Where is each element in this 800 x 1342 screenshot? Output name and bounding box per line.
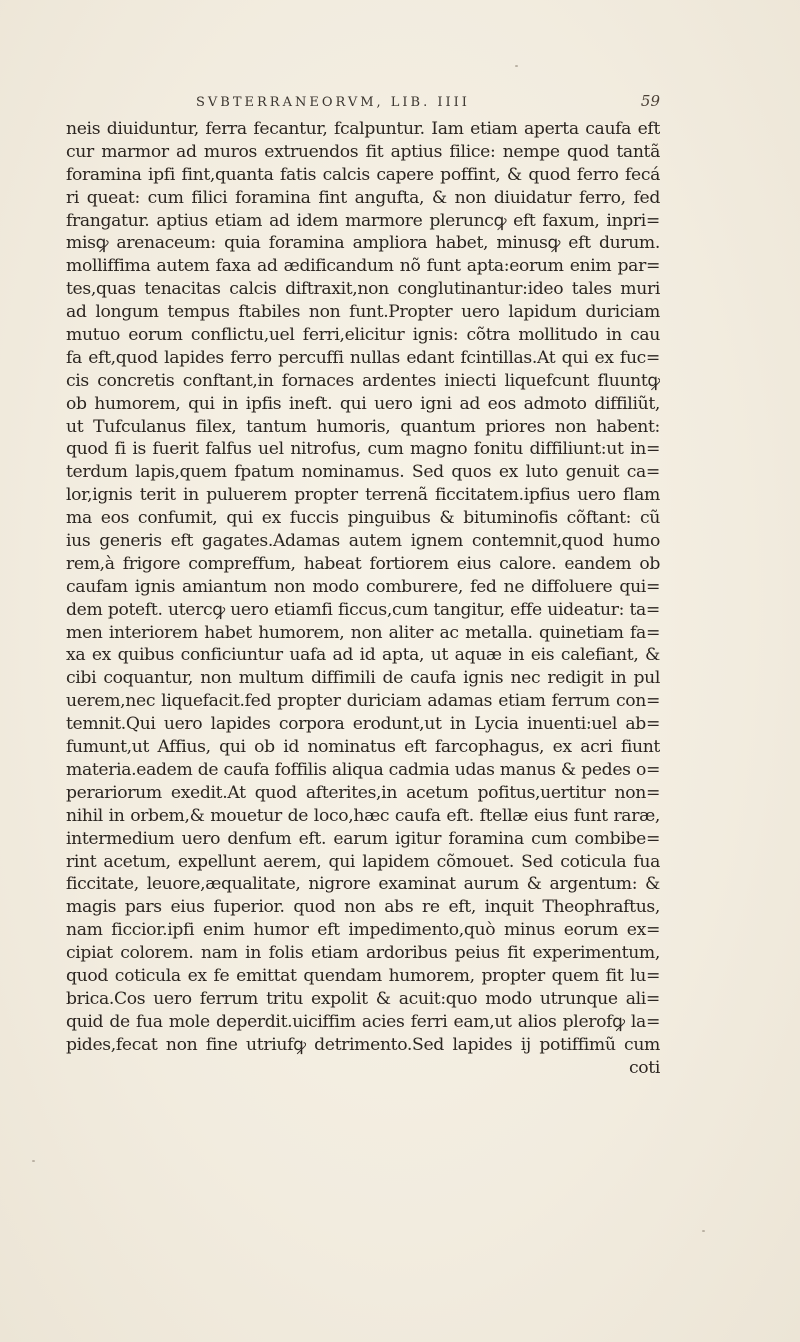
text-line: quid de fua mole deperdit.uiciffim acies ferri eam,ut alios plerofꝙ la= (66, 1011, 660, 1032)
running-head-title: SVBTERRANEORVM, LIB. IIII (196, 95, 470, 110)
text-line: ma eos confumit, qui ex fuccis pinguibus & bituminofis cõftant: cũ (66, 508, 660, 529)
text-line: misꝙ arenaceum: quia foramina ampliora habet, minusꝙ eft durum. (66, 233, 660, 254)
text-line: rem,à frigore compreffum, habeat fortiorem eius calore. eandem ob (66, 553, 660, 574)
text-line: magis pars eius fuperior. quod non abs re eft, inquit Theophraftus, (66, 897, 660, 918)
paper-speck (702, 1230, 705, 1232)
text-line: dem poteft. utercꝙ uero etiamfi ficcus,cum tangitur, effe uideatur: ta= (66, 599, 660, 620)
paper-speck (32, 1160, 35, 1162)
text-line: uerem,nec liquefacit.fed propter duriciam adamas etiam ferrum con= (66, 691, 660, 712)
text-line: men interiorem habet humorem, non aliter ac metalla. quinetiam fa= (66, 622, 660, 643)
text-line: ficcitate, leuore,æqualitate, nigrore examinat aurum & argentum: & (66, 874, 660, 895)
text-line: brica.Cos uero ferrum tritu expolit & acuit:quo modo utrunque ali= (66, 988, 660, 1009)
text-line: quod coticula ex fe emittat quendam humorem, propter quem fit lu= (66, 965, 660, 986)
text-line: caufam ignis amiantum non modo comburere, fed ne diffoluere qui= (66, 576, 660, 597)
text-line: cipiat colorem. nam in folis etiam ardoribus peius fit experimentum, (66, 943, 660, 964)
page-number: 59 (640, 92, 660, 110)
text-line: neis diuiduntur, ferra fecantur, fcalpuntur. Iam etiam aperta caufa eft (66, 119, 660, 139)
text-line: fumunt,ut Affius, qui ob id nominatus eft farcophagus, ex acri fiunt (66, 737, 660, 758)
text-line: temnit.Qui uero lapides corpora erodunt,ut in Lycia inuenti:uel ab= (66, 714, 660, 735)
text-line: pides,fecat non fine utriufꝙ detrimento.Sed lapides ij potiffimũ cum (66, 1034, 660, 1055)
text-line: cis concretis conftant,in fornaces ardentes iniecti liquefcunt fluuntꝙ (66, 370, 660, 391)
text-line: mutuo eorum conflictu,uel ferri,elicitur ignis: cõtra mollitudo in cau (66, 325, 660, 346)
text-line: frangatur. aptius etiam ad idem marmore pleruncꝙ eft faxum, inpri= (66, 210, 660, 231)
text-line: xa ex quibus conficiuntur uafa ad id apta, ut aquæ in eis calefiant, & (66, 645, 660, 666)
catchword: coti (629, 1057, 660, 1078)
text-line: perariorum exedit.At quod afterites,in acetum pofitus,uertitur non= (66, 782, 660, 803)
text-line: ut Tufculanus filex, tantum humoris, quantum priores non habent: (66, 416, 660, 437)
text-line: lor,ignis terit in puluerem propter terrenã ficcitatem.ipfius uero flam (66, 485, 660, 506)
text-line: materia.eadem de caufa foffilis aliqua cadmia udas manus & pedes o= (66, 759, 660, 780)
text-line: molliffima autem faxa ad ædificandum nõ funt apta:eorum enim par= (66, 256, 660, 277)
text-line: nam ficcior.ipfi enim humor eft impedimento,quò minus eorum ex= (66, 920, 660, 941)
text-line: ad longum tempus ftabiles non funt.Propter uero lapidum duriciam (66, 302, 660, 323)
text-line: rint acetum, expellunt aerem, qui lapidem cõmouet. Sed coticula fua (66, 851, 660, 872)
text-line: intermedium uero denfum eft. earum igitur foramina cum combibe= (66, 828, 660, 849)
text-line: nihil in orbem,& mouetur de loco,hæc caufa eft. ftellæ eius funt raræ, (66, 805, 660, 826)
text-line: foramina ipfi fint,quanta fatis calcis capere poffint, & quod ferro fecá (66, 164, 660, 185)
text-line: cibi coquantur, non multum diffimili de caufa ignis nec redigit in pul (66, 668, 660, 689)
text-block (66, 118, 660, 1079)
text-line: tes,quas tenacitas calcis diftraxit,non conglutinantur:ideo tales muri (66, 279, 660, 300)
text-line: terdum lapis,quem fpatum nominamus. Sed quos ex luto genuit ca= (66, 462, 660, 483)
text-line: ob humorem, qui in ipfis ineft. qui uero igni ad eos admoto diffiliũt, (66, 393, 660, 414)
text-line: ius generis eft gagates.Adamas autem ignem contemnit,quod humo (66, 531, 660, 552)
text-line: fa eft,quod lapides ferro percuffi nullas edant fcintillas.At qui ex fuc= (66, 347, 660, 368)
text-line: cur marmor ad muros extruendos fit aptius filice: nempe quod tantã (66, 141, 660, 162)
paper-speck (515, 65, 518, 67)
running-header (196, 92, 660, 110)
text-line: quod fi is fuerit falfus uel nitrofus, cum magno fonitu diffiliunt:ut in= (66, 439, 660, 460)
text-line: ri queat: cum filici foramina fint angufta, & non diuidatur ferro, fed (66, 187, 660, 208)
